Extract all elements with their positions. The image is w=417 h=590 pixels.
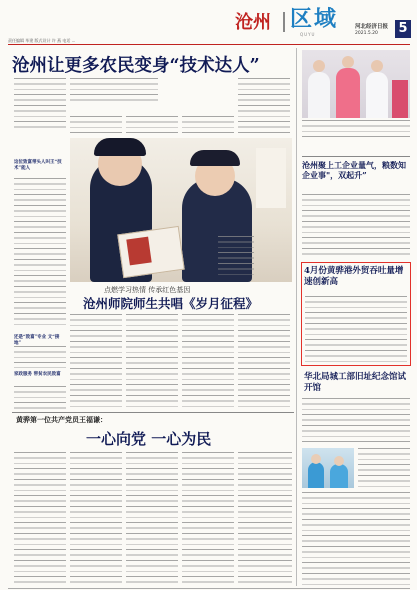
photo-caption (218, 236, 254, 276)
right-bottom-photo (302, 448, 354, 488)
region-title: 沧州 (235, 12, 271, 33)
masthead-divider (283, 12, 285, 32)
party-story-kicker: 黄骅第一位共产党员王福谦： (16, 415, 107, 424)
section-rule (12, 412, 294, 413)
lead-sidehead-1: 还是“致富”专业 文“接地” (14, 335, 60, 346)
masthead-rule (8, 44, 410, 45)
brief-2-title: 4月份黄骅港外贸吞吐量增速创新高 (304, 266, 404, 287)
right-bottom-text (358, 448, 410, 488)
issue-date: 2021.5.20 (355, 31, 378, 36)
photo-story-title: 沧州师院师生共唱《岁月征程》 (83, 296, 259, 311)
photo-story-kicker: 点燃学习热情 传承红色基因 (104, 286, 191, 294)
lead-subhead: 这位致富带头人叫王“技术”能人 (14, 160, 62, 171)
right-top-photo (302, 50, 410, 118)
newspaper-name: 河北经济日报 (355, 24, 389, 30)
lead-headline: 沧州让更多农民变身“技术达人” (12, 56, 260, 76)
right-bottom-text-2 (302, 492, 410, 586)
brief-1-body (302, 194, 410, 258)
brief-3-body (302, 398, 410, 444)
party-story-title: 一心向党 一心为民 (86, 430, 212, 448)
lead-sidehead-2: 家政服务 带贫农民致富 (14, 372, 61, 377)
masthead (0, 0, 417, 44)
section-pinyin: QUYU (300, 32, 316, 37)
brief-1-title: 沧州聚上工企业量气，粮数知企业事"，双起升” (302, 160, 406, 180)
feature-photo (70, 138, 292, 282)
brief-3-title: 华北局城工部旧址纪念馆试开馆 (304, 372, 407, 393)
brief-rule-1 (302, 156, 410, 157)
right-top-caption (302, 120, 410, 138)
page-number: 5 (395, 20, 411, 38)
edition-meta: 责任编辑 毕建 版式设计 许 燕 电话 ... (8, 38, 76, 43)
column-divider (296, 48, 297, 586)
section-title: 区域 (290, 7, 339, 32)
page-bottom-rule (8, 588, 410, 589)
brief-2-body (305, 296, 407, 362)
